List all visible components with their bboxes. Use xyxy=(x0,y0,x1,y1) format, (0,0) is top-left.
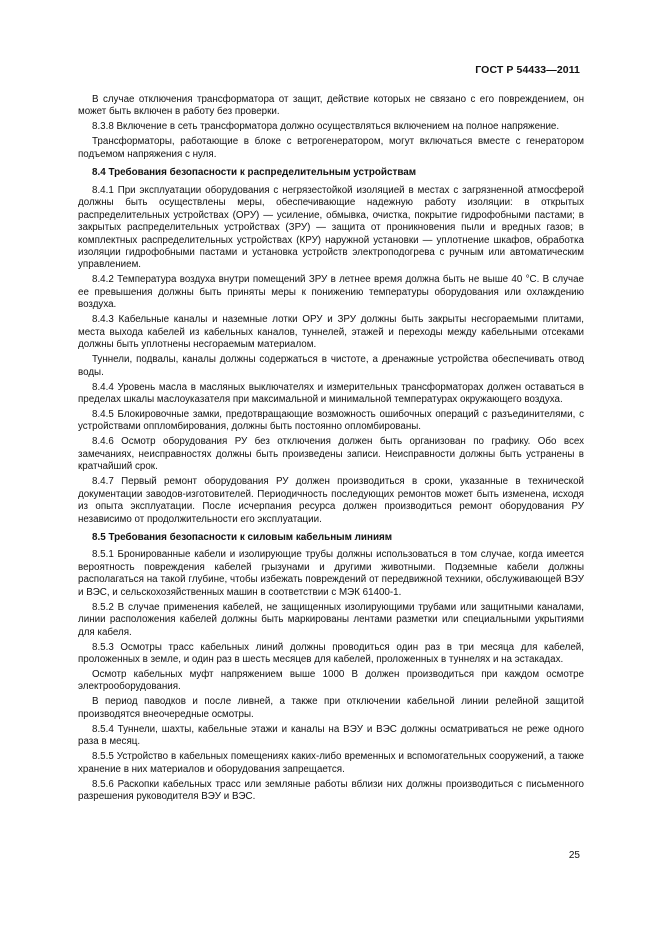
section-heading: 8.5 Требования безопасности к силовым кабельным линиям xyxy=(92,532,393,543)
standard-number: ГОСТ Р 54433—2011 xyxy=(475,64,580,76)
paragraph: Осмотр кабельных муфт напряжением выше 1000 В должен производиться при каждом осмотре электрооборудования. xyxy=(78,669,584,693)
paragraph: 8.4.5 Блокировочные замки, предотвращающие возможность ошибочных операций с разъединителями, с устройствами оппломбирования, должны быть постоянно опломбированы. xyxy=(78,408,584,433)
body-text xyxy=(78,94,584,806)
paragraph: 8.4.6 Осмотр оборудования РУ без отключения должен быть организован по графику. Обо всех замечаниях, неисправностях должны быть произведены записи. Неисправности должны быть устранены в кратчайший срок. xyxy=(78,436,584,473)
paragraph: 8.5.4 Туннели, шахты, кабельные этажи и каналы на ВЭУ и ВЭС должны осматриваться не реже одного раза в месяц. xyxy=(78,723,584,748)
paragraph: 8.5.1 Бронированные кабели и изолирующие трубы должны использоваться в том случае, когда имеется вероятность повреждения кабелей грызунами и другими животными. Подземные кабели должны располагаться на такой глубине, чтобы избежать повреждений от передвижной техники, обслуживающей ВЭУ и ВЭС, и сельскохозяйственных машин в соответствии с МЭК 61400-1. xyxy=(78,549,584,598)
paragraph: Туннели, подвалы, каналы должны содержаться в чистоте, а дренажные устройства обеспечивать отвод воды. xyxy=(78,354,584,378)
paragraph: 8.4.2 Температура воздуха внутри помещений ЗРУ в летнее время должна быть не выше 40 °С. В случае ее превышения должны быть приняты меры к понижению температуры оборудования или охлаждению воздуха. xyxy=(78,274,584,311)
paragraph: 8.4.7 Первый ремонт оборудования РУ должен производиться в сроки, указанные в технической документации заводов-изготовителей. Периодичность последующих ремонтов может быть изменена, исходя из опыта эксплуатации. После исчерпания ресурса должен производиться ремонт оборудования РУ независимо от продолжительности его эксплуатации. xyxy=(78,476,584,525)
paragraph: 8.4.1 При эксплуатации оборудования с негрязестойкой изоляцией в местах с загрязненной атмосферой должны быть осуществлены меры, обеспечивающие надежную работу изоляции: в открытых распределительных устройствах (ОРУ) — усиление, обмывка, очистка, покрытие гидрофобными пастами; в закрытых распределительных устройствах (ЗРУ) — защита от проникновения пыли и вредных газов; в комплектных распределительных устройствах (КРУ) наружной установки — уплотнение шкафов, обработка изоляции гидрофобными пастами и установка устройств электроподогрева с ручным или автоматическим управлением. xyxy=(78,184,584,271)
paragraph: 8.4.4 Уровень масла в масляных выключателях и измерительных трансформаторах должен оставаться в пределах шкалы маслоуказателя при максимальной и минимальной температурах окружающего воздуха. xyxy=(78,381,584,405)
paragraph: Трансформаторы, работающие в блоке с ветрогенератором, могут включаться вместе с генератором подъемом напряжения с нуля. xyxy=(78,136,584,160)
paragraph: 8.5.6 Раскопки кабельных трасс или земляные работы вблизи них должны производиться с письменного разрешения руководителя ВЭУ и ВЭС. xyxy=(78,778,584,803)
page-number: 25 xyxy=(568,850,580,861)
paragraph: 8.5.5 Устройство в кабельных помещениях каких-либо временных и вспомогательных сооружений, а также хранение в них материалов и оборудования запрещается. xyxy=(78,751,584,775)
paragraph: В период паводков и после ливней, а также при отключении кабельной линии релейной защитой производятся внеочередные осмотры. xyxy=(78,696,584,720)
paragraph: 8.3.8 Включение в сеть трансформатора должно осуществляться включением на полное напряжение. xyxy=(92,121,560,133)
paragraph: 8.4.3 Кабельные каналы и наземные лотки ОРУ и ЗРУ должны быть закрыты несгораемыми плитами, места выхода кабелей из кабельных каналов, туннелей, этажей и переходы между кабельными отсеками должны быть уплотнены несгораемым материалом. xyxy=(78,314,584,351)
paragraph: В случае отключения трансформатора от защит, действие которых не связано с его повреждением, он может быть включен в работу без проверки. xyxy=(78,94,584,118)
paragraph: 8.5.2 В случае применения кабелей, не защищенных изолирующими трубами или защитными каналами, линии расположения кабелей должны быть маркированы лентами разметки или специальными укрытиями для кабеля. xyxy=(78,601,584,638)
paragraph: 8.5.3 Осмотры трасс кабельных линий должны проводиться один раз в три месяца для кабелей, проложенных в земле, и один раз в шесть месяцев для кабелей, проложенных в туннелях и на эстакадах. xyxy=(78,641,584,666)
section-heading: 8.4 Требования безопасности к распределительным устройствам xyxy=(92,167,417,179)
